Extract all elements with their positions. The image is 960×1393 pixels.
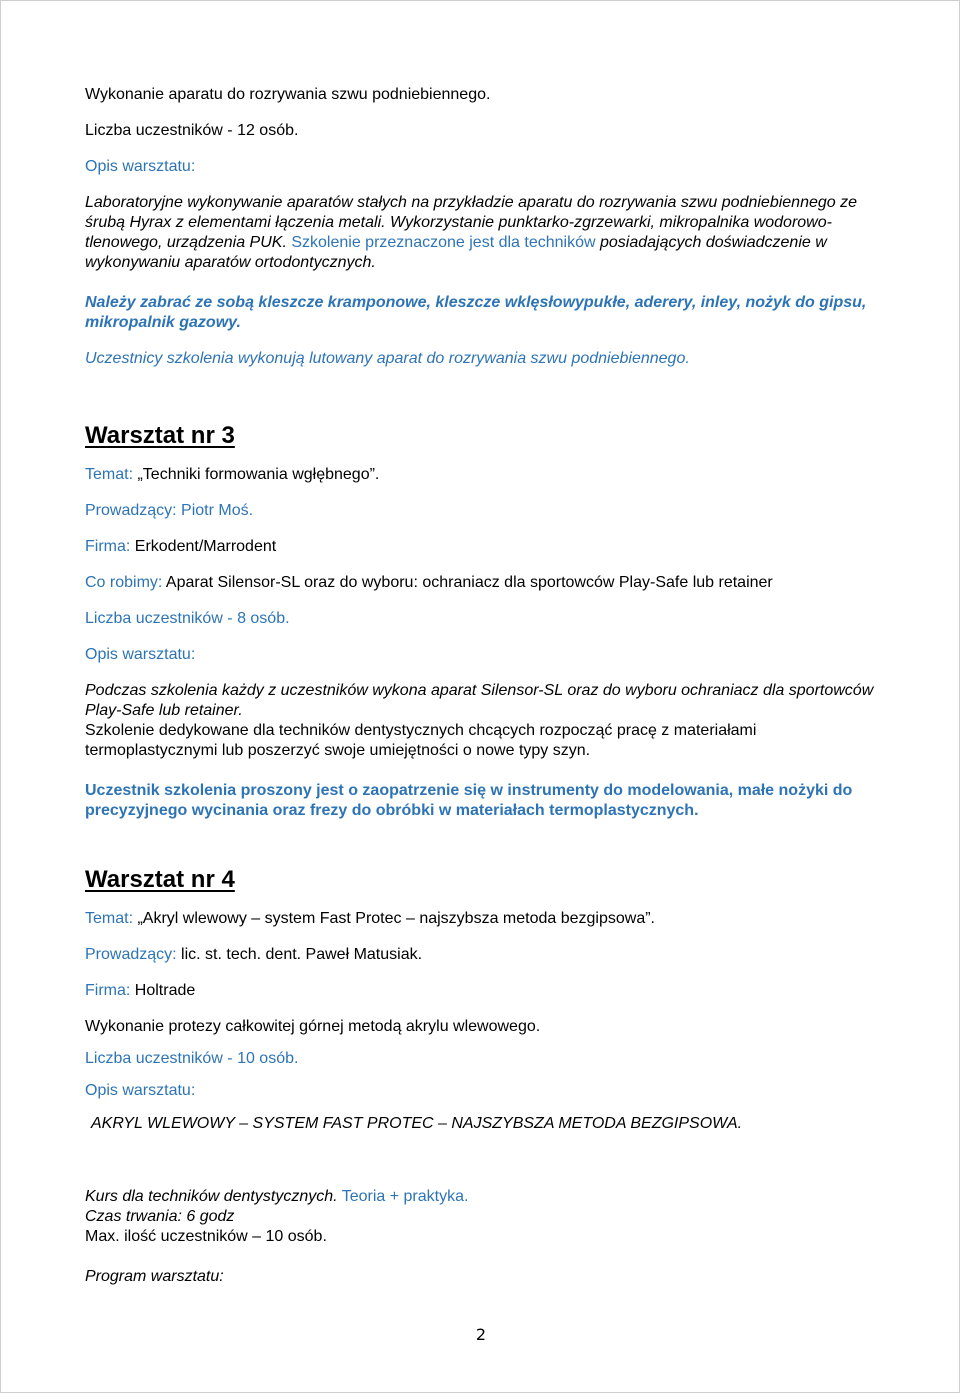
ws3-leader-value: Piotr Moś. <box>181 502 254 519</box>
ws4-topic-label: Temat: <box>85 910 134 927</box>
prev-desc-label: Opis warsztatu: <box>85 158 196 175</box>
ws4-company-label: Firma: <box>85 982 131 999</box>
ws4-caps: AKRYL WLEWOWY – SYSTEM FAST PROTEC – NAJSZYBSZA METODA BEZGIPSOWA. <box>91 1115 743 1132</box>
ws3-heading: Warsztat nr 3 <box>85 422 235 449</box>
prev-line1: Wykonanie aparatu do rozrywania szwu podniebiennego. <box>85 86 491 103</box>
ws4-max: Max. ilość uczestników – 10 osób. <box>85 1228 327 1245</box>
ws4-leader <box>85 945 422 965</box>
ws3-desc-italic: Podczas szkolenia każdy z uczestników wykona aparat Silensor-SL oraz do wyboru ochraniacz dla sportowców Play-Safe lub retainer. <box>85 682 874 719</box>
ws3-what <box>85 573 773 593</box>
ws3-leader <box>85 501 253 521</box>
ws3-desc-plain: Szkolenie dedykowane dla techników dentystycznych chcących rozpocząć pracę z materiałami termoplastycznymi lub poszerzyć swoje umiejętności o nowe typy szyn. <box>85 722 757 759</box>
ws4-desc-label: Opis warsztatu: <box>85 1082 196 1099</box>
prev-desc-plain: Laboratoryjne wykonywanie aparatów stałych na przykładzie aparatu do rozrywania szwu podniebiennego ze śrubą Hyrax z elementami łączenia metali. <box>85 194 858 231</box>
prev-desc-italic-1: Wykorzystanie punktarko-zgrzewarki, mikropalnika wodorowo-tlenowego, urządzenia PUK. <box>85 214 832 251</box>
ws4-course-italic: Kurs dla techników dentystycznych. <box>85 1188 338 1205</box>
ws3-company-value: Erkodent/Marrodent <box>134 538 277 555</box>
ws3-topic-label: Temat: <box>85 466 134 483</box>
ws4-company <box>85 981 195 1001</box>
ws4-course-plain: Teoria + praktyka. <box>341 1188 469 1205</box>
ws4-topic <box>85 909 655 929</box>
ws3-desc-label: Opis warsztatu: <box>85 646 196 663</box>
page-number: 2 <box>475 1325 487 1344</box>
ws4-duration-label: Czas trwania: <box>85 1208 182 1225</box>
prev-result: Uczestnicy szkolenia wykonują lutowany aparat do rozrywania szwu podniebiennego. <box>85 350 690 367</box>
prev-description <box>85 193 875 273</box>
ws3-topic <box>85 465 379 485</box>
ws4-heading: Warsztat nr 4 <box>85 866 235 893</box>
ws4-participants: Liczba uczestników - 10 osób. <box>85 1050 299 1067</box>
ws3-company <box>85 537 276 557</box>
ws4-duration-value: 6 godz <box>186 1208 235 1225</box>
prev-participants: Liczba uczestników - 12 osób. <box>85 122 299 139</box>
prev-desc-blue: Szkolenie przeznaczone jest dla techników <box>291 234 596 251</box>
ws4-leader-label: Prowadzący: <box>85 946 177 963</box>
ws3-what-label: Co robimy: <box>85 574 163 591</box>
ws3-topic-value: „Techniki formowania wgłębnego”. <box>137 466 380 483</box>
prev-bring: Należy zabrać ze sobą kleszcze kramponowe, kleszcze wklęsłowypukłe, aderery, inley, nożyk do gipsu, mikropalnik gazowy. <box>85 294 867 331</box>
ws4-task: Wykonanie protezy całkowitej górnej metodą akrylu wlewowego. <box>85 1018 541 1035</box>
prev-desc-italic-2: posiadających doświadczenie w wykonywaniu aparatów ortodontycznych. <box>85 234 827 271</box>
ws4-company-value: Holtrade <box>134 982 196 999</box>
ws3-participants: Liczba uczestników - 8 osób. <box>85 610 290 627</box>
ws4-program-label: Program warsztatu: <box>85 1268 224 1285</box>
ws4-course <box>85 1187 468 1207</box>
ws3-what-value: Aparat Silensor-SL oraz do wyboru: ochraniacz dla sportowców Play-Safe lub retainer <box>165 574 773 591</box>
ws3-company-label: Firma: <box>85 538 131 555</box>
ws4-duration <box>85 1207 234 1227</box>
ws4-topic-value: „Akryl wlewowy – system Fast Protec – najszybsza metoda bezgipsowa”. <box>137 910 655 927</box>
ws3-leader-label: Prowadzący: <box>85 502 177 519</box>
ws3-bring: Uczestnik szkolenia proszony jest o zaopatrzenie się w instrumenty do modelowania, małe nożyki do precyzyjnego wycinania oraz frezy do obróbki w materiałach termoplastycznych. <box>85 782 853 819</box>
ws4-leader-value: lic. st. tech. dent. Paweł Matusiak. <box>181 946 423 963</box>
